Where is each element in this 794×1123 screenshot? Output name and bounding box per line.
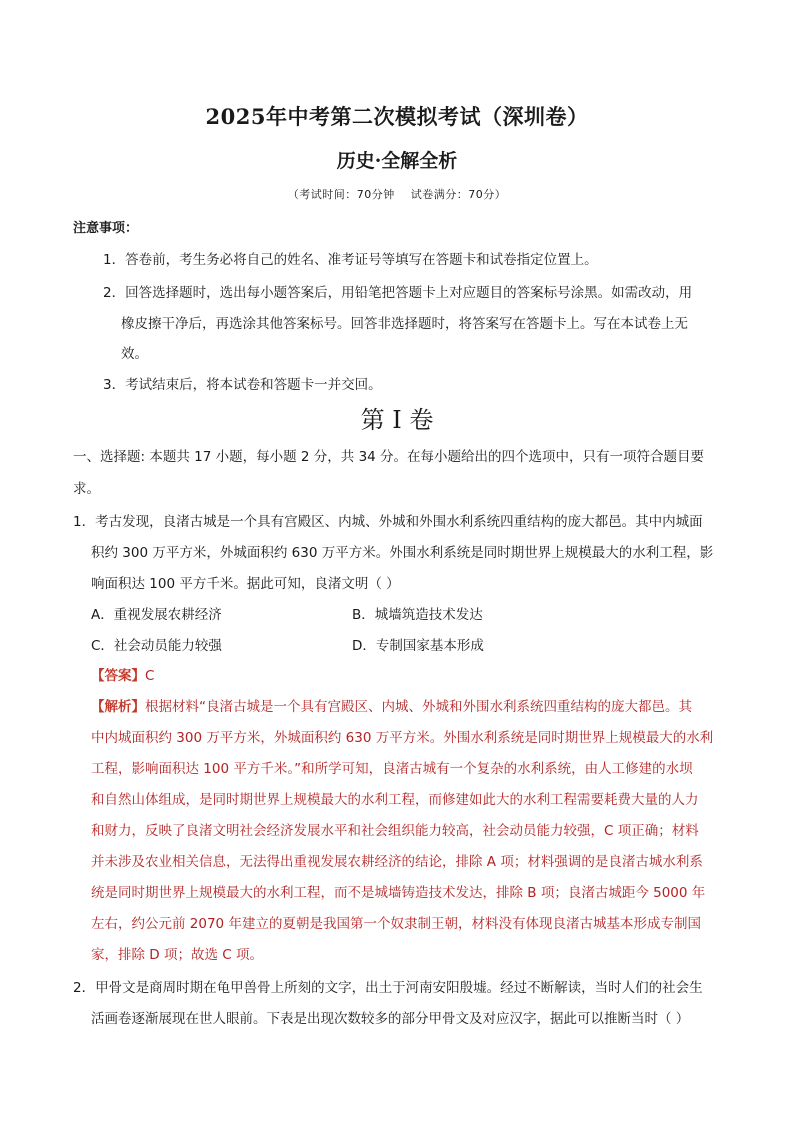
analysis-tag: 【解析】 (91, 699, 145, 715)
question-1-analysis-line-9: 家，排除 D 项；故选 C 项。 (91, 947, 263, 963)
question-1-analysis-line-8: 左右，约公元前 2070 年建立的夏朝是我国第一个奴隶制王朝，材料没有体现良渚古城基本形成专制国 (91, 916, 701, 932)
full-score: 试卷满分：70分） (410, 188, 507, 201)
question-1-line-1: 1．考古发现，良渚古城是一个具有宫殿区、内城、外城和外围水利系统四重结构的庞大都邑。其中内城面 (73, 514, 703, 530)
exam-subtitle: 历史·全解全析 (336, 150, 458, 172)
question-2-line-2: 活画卷逐渐展现在世人眼前。下表是出现次数较多的部分甲骨文及对应汉字，据此可以推断当时（ ） (91, 1011, 690, 1027)
question-1-line-3: 响面积达 100 平方千米。据此可知，良渚文明（ ） (91, 576, 400, 592)
question-1-analysis-line-7: 统是同时期世界上规模最大的水利工程，而不是城墙铸造技术发达，排除 B 项；良渚古城距今 5000 年 (91, 885, 706, 901)
question-1-analysis-line-2: 中内城面积约 300 万平方米，外城面积约 630 万平方米。外围水利系统是同时期世界上规模最大的水利 (91, 730, 714, 746)
notice-title: 注意事项： (73, 221, 139, 236)
analysis-text: 根据材料“良渚古城是一个具有宫殿区、内城、外城和外围水利系统四重结构的庞大都邑。其 (145, 699, 692, 715)
question-1-analysis-line-5: 和财力，反映了良渚文明社会经济发展水平和社会组织能力较高，社会动员能力较强，C 项正确；材料 (91, 823, 699, 839)
question-1-analysis-line-3: 工程，影响面积达 100 平方千米。”和所学可知，良渚古城有一个复杂的水利系统，由人工修建的水坝 (91, 761, 693, 777)
notice-item-2-line-2: 橡皮擦干净后，再选涂其他答案标号。回答非选择题时，将答案写在答题卡上。写在本试卷上无 (121, 316, 688, 332)
question-2-line-1: 2．甲骨文是商周时期在龟甲兽骨上所刻的文字，出土于河南安阳殷墟。经过不断解读，当时人们的社会生 (73, 980, 703, 996)
exam-title: 2025年中考第二次模拟考试（深圳卷） (205, 104, 589, 129)
part1-instructions-line-2: 求。 (73, 481, 100, 497)
question-1-line-2: 积约 300 万平方米，外城面积约 630 万平方米。外围水利系统是同时期世界上规模最大的水利工程，影 (91, 545, 714, 561)
exam-time: （考试时间：70分钟 (287, 188, 395, 201)
exam-meta (0, 186, 794, 202)
question-1-option-b: B．城墙筑造技术发达 (352, 607, 483, 623)
section-title: 第 I 卷 (360, 406, 434, 434)
question-1-analysis-line-4: 和自然山体组成，是同时期世界上规模最大的水利工程，而修建如此大的水利工程需要耗费大量的人力 (91, 792, 699, 808)
question-1-analysis-line-6: 并未涉及农业相关信息，无法得出重视发展农耕经济的结论，排除 A 项；材料强调的是良渚古城水利系 (91, 854, 703, 870)
question-1-answer (91, 664, 154, 684)
answer-tag: 【答案】 (91, 668, 145, 684)
part1-instructions-line-1: 一、选择题: 本题共 17 小题，每小题 2 分，共 34 分。在每小题给出的四个选项中，只有一项符合题目要 (73, 449, 705, 465)
notice-item-2-line-3: 效。 (121, 346, 148, 362)
question-1-analysis-line-1 (91, 695, 692, 715)
question-1-option-c: C．社会动员能力较强 (91, 638, 222, 654)
notice-item-3: 3．考试结束后，将本试卷和答题卡一并交回。 (103, 377, 382, 393)
question-1-option-d: D．专制国家基本形成 (352, 638, 484, 654)
notice-item-2-line-1: 2．回答选择题时，选出每小题答案后，用铅笔把答题卡上对应题目的答案标号涂黑。如需改动，用 (103, 285, 693, 301)
answer-value: C (145, 668, 155, 684)
notice-item-1: 1．答卷前，考生务必将自己的姓名、准考证号等填写在答题卡和试卷指定位置上。 (103, 252, 598, 268)
question-1-option-a: A．重视发展农耕经济 (91, 607, 222, 623)
